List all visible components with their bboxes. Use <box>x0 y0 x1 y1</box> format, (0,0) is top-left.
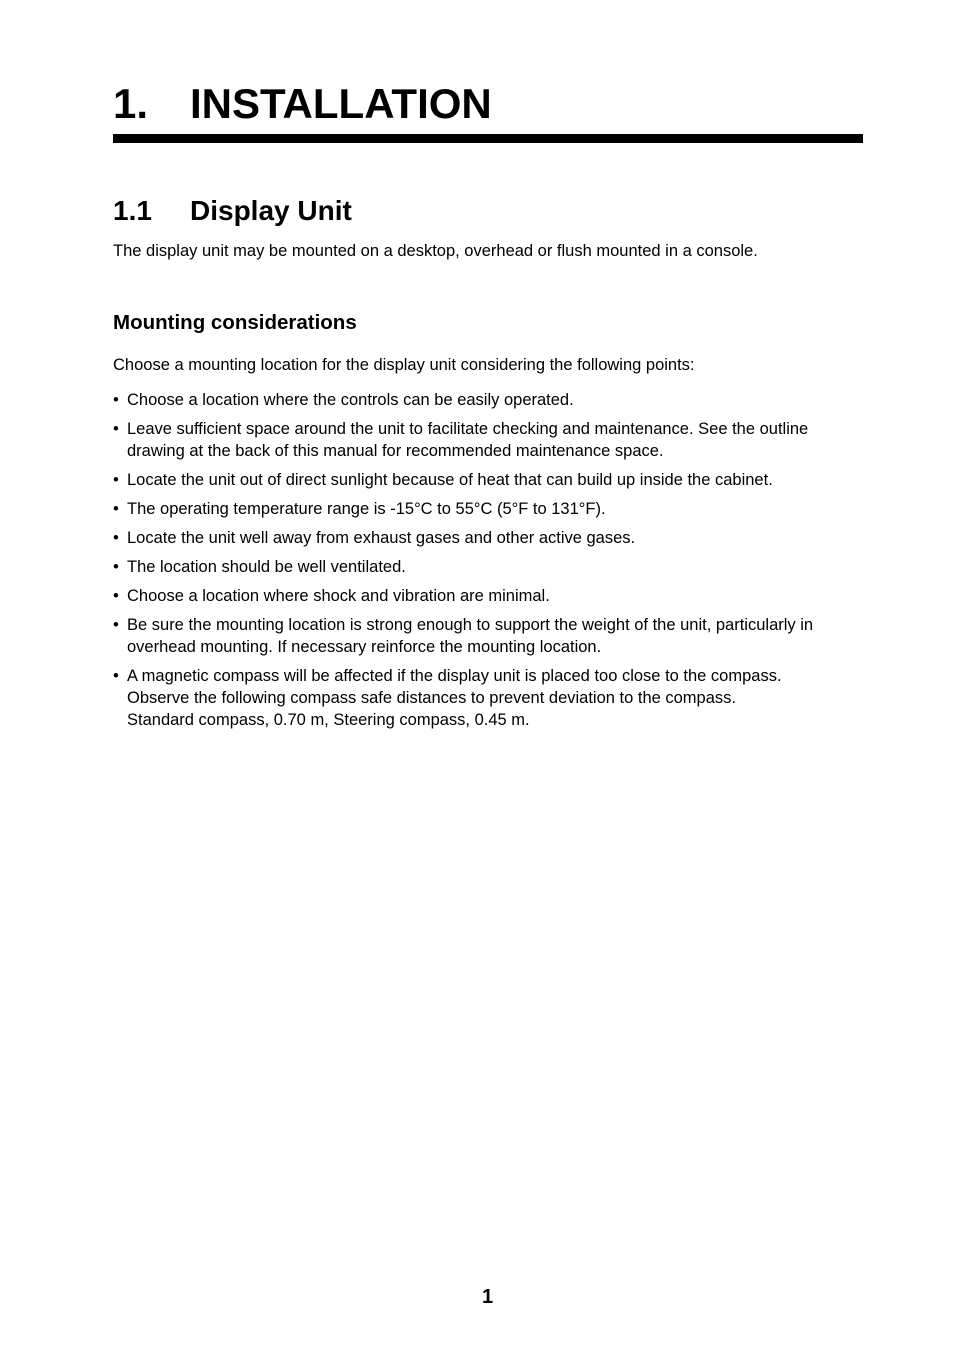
list-item-text: Locate the unit well away from exhaust gases and other active gases. <box>127 529 636 547</box>
list-item-text: The location should be well ventilated. <box>127 558 406 576</box>
list-item-text: Locate the unit out of direct sunlight because of heat that can build up inside the cabinet. <box>127 471 773 489</box>
bullet-icon: • <box>113 500 119 518</box>
list-item-text: Be sure the mounting location is strong enough to support the weight of the unit, particularly in overhead mounting. If necessary reinforce the mounting location. <box>127 616 814 656</box>
list-item-text: A magnetic compass will be affected if the display unit is placed too close to the compass. Observe the following compass safe distances to prevent deviation to the compass. Standard compass, 0.70 m, Steering compass, 0.45 m. <box>127 667 782 729</box>
list-item <box>113 418 868 462</box>
bullet-icon: • <box>113 558 119 576</box>
list-item <box>113 585 868 607</box>
chapter-number: 1. <box>113 80 149 127</box>
section-number: 1.1 <box>113 195 152 226</box>
page-number: 1 <box>481 1286 494 1308</box>
list-item-text: Leave sufficient space around the unit to facilitate checking and maintenance. See the outline drawing at the back of this manual for recommended maintenance space. <box>127 420 809 460</box>
section-intro: The display unit may be mounted on a desktop, overhead or flush mounted in a console. <box>113 242 758 260</box>
list-item <box>113 389 868 411</box>
bullet-icon: • <box>113 667 119 685</box>
chapter-divider <box>113 134 863 143</box>
section-title: Display Unit <box>190 195 352 226</box>
list-item <box>113 665 868 731</box>
mounting-heading: Mounting considerations <box>113 311 357 334</box>
mounting-list <box>113 389 868 738</box>
list-item <box>113 469 868 491</box>
list-item-text: The operating temperature range is -15°C to 55°C (5°F to 131°F). <box>127 500 606 518</box>
bullet-icon: • <box>113 391 119 409</box>
list-item-text: Choose a location where the controls can be easily operated. <box>127 391 574 409</box>
bullet-icon: • <box>113 616 119 634</box>
mounting-lead: Choose a mounting location for the display unit considering the following points: <box>113 356 695 374</box>
bullet-icon: • <box>113 420 119 438</box>
list-item-text: Choose a location where shock and vibration are minimal. <box>127 587 550 605</box>
list-item <box>113 556 868 578</box>
list-item <box>113 527 868 549</box>
section-heading <box>113 194 352 228</box>
chapter-heading <box>113 80 492 128</box>
list-item <box>113 498 868 520</box>
chapter-title: INSTALLATION <box>190 80 492 127</box>
bullet-icon: • <box>113 529 119 547</box>
list-item <box>113 614 868 658</box>
bullet-icon: • <box>113 471 119 489</box>
bullet-icon: • <box>113 587 119 605</box>
